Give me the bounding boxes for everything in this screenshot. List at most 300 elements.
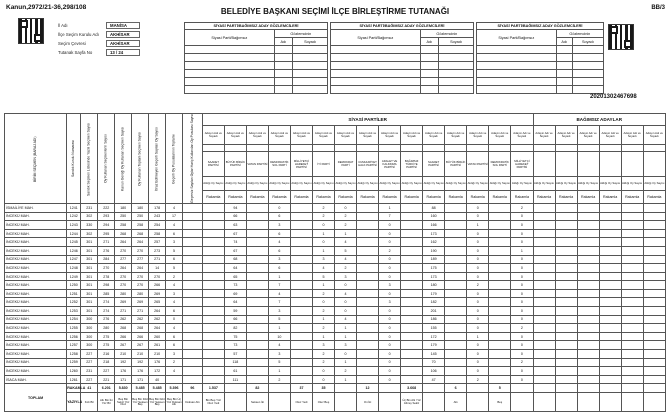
table-row <box>5 375 666 384</box>
vote-cell: 0 <box>467 350 489 359</box>
vote-cell: 179 <box>423 289 445 298</box>
observer-name-header: Adı <box>274 38 292 46</box>
candidate-name-cell <box>621 145 643 152</box>
cell-c6: 6 <box>166 229 183 238</box>
party-name: CUMHURİYET HALK PARTİSİ <box>357 152 379 177</box>
vote-cell: 73 <box>224 341 246 350</box>
column-header: Oy Kullanan Toplam Seçmen Sayısı <box>132 114 149 204</box>
vote-cell: 0 <box>467 272 489 281</box>
vote-cell <box>643 203 665 212</box>
vote-cell: 155 <box>423 324 445 333</box>
vote-cell: 0 <box>511 298 533 307</box>
observer-cell <box>572 78 603 86</box>
vote-cell: 111 <box>224 375 246 384</box>
vote-cell: 6 <box>268 246 290 255</box>
vote-count-header: Aldığı Oy Sayısı <box>312 177 334 191</box>
vote-cell <box>445 307 467 316</box>
candidate-name-header: Adayın Adı ve Soyadı <box>357 126 379 145</box>
vote-count-header: Aldığı Oy Sayısı <box>643 177 665 191</box>
vote-cell <box>445 332 467 341</box>
vote-cell <box>577 203 599 212</box>
vote-cell: 186 <box>423 315 445 324</box>
vote-cell <box>202 255 224 264</box>
cell-c1: 231 <box>81 367 98 376</box>
vote-cell <box>445 264 467 273</box>
table-row <box>5 246 666 255</box>
observer-cell <box>331 70 421 78</box>
vote-cell: 0 <box>312 375 334 384</box>
vote-count-header: Aldığı Oy Sayısı <box>423 177 445 191</box>
vote-cell <box>533 324 555 333</box>
vote-cell <box>401 324 423 333</box>
vote-cell <box>599 272 621 281</box>
vote-cell <box>577 315 599 324</box>
vote-cell: 1 <box>379 203 401 212</box>
vote-cell: 3 <box>268 307 290 316</box>
vote-count-header: Aldığı Oy Sayısı <box>467 177 489 191</box>
vote-cell <box>533 350 555 359</box>
cell-c6: 6 <box>166 332 183 341</box>
vote-cell <box>290 289 312 298</box>
digit-label: Rakamla <box>533 191 555 203</box>
vote-count-header: Aldığı Oy Sayısı <box>511 177 533 191</box>
vote-cell <box>599 221 621 230</box>
vote-count-header: Aldığı Oy Sayısı <box>489 177 511 191</box>
meta-value: MANİSA <box>106 22 140 29</box>
vote-cell <box>599 246 621 255</box>
cell-c5: 40 <box>149 375 166 384</box>
vote-cell: 0 <box>379 358 401 367</box>
unit-name: İNCEKÜ MAH. <box>5 324 67 333</box>
observer-cell <box>420 46 438 54</box>
cell-c1: 227 <box>81 350 98 359</box>
cell-c5: 260 <box>149 332 166 341</box>
vote-cell <box>290 307 312 316</box>
candidate-name-cell <box>401 145 423 152</box>
candidate-name-header: Adayın Adı ve Soyadı <box>202 126 224 145</box>
observer-cell <box>556 62 572 70</box>
observer-group-title: SİYASİ PARTİ/BAĞIMSIZ ADAY GÖZLEMCİLERİ <box>477 23 604 30</box>
vote-count-header: Aldığı Oy Sayısı <box>533 177 555 191</box>
vote-cell <box>290 212 312 221</box>
vote-cell: 3 <box>312 255 334 264</box>
vote-cell: 0 <box>467 229 489 238</box>
total-text: Kırk Bir <box>81 393 98 412</box>
vote-cell: 64 <box>224 264 246 273</box>
cell-c3: 277 <box>115 255 132 264</box>
vote-cell <box>489 246 511 255</box>
candidate-name-header: Adayın Adı ve Soyadı <box>577 126 599 145</box>
cell-c1: 330 <box>81 221 98 230</box>
meta-value: 13 / 24 <box>106 49 140 56</box>
vote-cell <box>577 264 599 273</box>
vote-cell <box>202 264 224 273</box>
cell-c1: 227 <box>81 358 98 367</box>
candidate-name-header: Adayın Adı ve Soyadı <box>246 126 268 145</box>
party-name <box>643 152 665 177</box>
vote-cell <box>577 375 599 384</box>
vote-cell <box>246 307 268 316</box>
vote-cell: 0 <box>467 315 489 324</box>
observer-cell <box>331 54 421 62</box>
vote-cell <box>357 238 379 247</box>
vote-cell <box>555 221 577 230</box>
unit-name: İNCEKÜ MAH. <box>5 281 67 290</box>
candidate-name-header: Adayın Adı ve Soyadı <box>621 126 643 145</box>
vote-cell: 180 <box>423 281 445 290</box>
total-digit <box>533 384 555 393</box>
vote-cell <box>445 221 467 230</box>
cell-c5: 262 <box>149 315 166 324</box>
vote-cell <box>445 246 467 255</box>
total-digit: 5.485 <box>132 384 149 393</box>
observer-cell <box>438 86 473 94</box>
vote-cell <box>643 229 665 238</box>
vote-cell <box>643 255 665 264</box>
vote-cell <box>357 375 379 384</box>
vote-cell <box>357 272 379 281</box>
vote-cell: 1 <box>268 272 290 281</box>
vote-cell: 0 <box>511 255 533 264</box>
cell-extra <box>183 375 203 384</box>
vote-cell: 88 <box>423 203 445 212</box>
vote-cell: 67 <box>224 246 246 255</box>
cell-c6: 4 <box>166 221 183 230</box>
vote-cell: 0 <box>379 264 401 273</box>
vote-cell <box>555 298 577 307</box>
vote-cell <box>290 324 312 333</box>
meta-label: İlçe Seçim Kurulu Adı <box>58 32 99 37</box>
vote-cell <box>621 358 643 367</box>
vote-cell: 4 <box>268 238 290 247</box>
vote-cell <box>599 324 621 333</box>
total-text <box>555 393 577 412</box>
total-digit: 35 <box>312 384 334 393</box>
vote-cell <box>621 255 643 264</box>
total-text: Üç Bin Altı Yüz Altmış Sekiz <box>401 393 423 412</box>
vote-cell <box>401 264 423 273</box>
total-digit: 41 <box>81 384 98 393</box>
vote-cell <box>555 281 577 290</box>
cell-extra <box>183 221 203 230</box>
vote-cell: 3 <box>268 255 290 264</box>
total-digit: 5.830 <box>115 384 132 393</box>
digit-label: Rakamla <box>202 191 224 203</box>
vote-cell: 0 <box>379 332 401 341</box>
vote-cell <box>246 212 268 221</box>
vote-cell: 2 <box>312 358 334 367</box>
cell-c6: 6 <box>166 307 183 316</box>
observer-surname-header: Soyadı <box>438 38 473 46</box>
vote-cell <box>202 289 224 298</box>
vote-cell <box>246 289 268 298</box>
total-text: Altı <box>445 393 467 412</box>
observer-cell <box>438 62 473 70</box>
vote-cell: 0 <box>335 307 357 316</box>
vote-cell <box>489 229 511 238</box>
observer-cell <box>185 86 275 94</box>
cell-c3: 270 <box>115 272 132 281</box>
cell-c5: 269 <box>149 289 166 298</box>
cell-c2: 275 <box>98 341 115 350</box>
cell-no: 1261 <box>67 375 81 384</box>
cell-c5: 257 <box>149 238 166 247</box>
party-name <box>621 152 643 177</box>
vote-cell <box>577 221 599 230</box>
vote-cell <box>533 375 555 384</box>
vote-cell <box>555 375 577 384</box>
total-digit: 82 <box>246 384 268 393</box>
unit-name: İNCEKÜ MAH. <box>5 307 67 316</box>
observer-name-header: Adı <box>556 38 572 46</box>
vote-cell <box>621 238 643 247</box>
vote-cell <box>202 375 224 384</box>
table-row <box>5 324 666 333</box>
total-digit <box>379 384 401 393</box>
observer-cell <box>331 86 421 94</box>
vote-cell <box>357 298 379 307</box>
vote-cell: 59 <box>224 307 246 316</box>
total-text <box>599 393 621 412</box>
vote-cell: 0 <box>379 367 401 376</box>
digit-label: Rakamla <box>577 191 599 203</box>
cell-c2: 284 <box>98 255 115 264</box>
vote-cell <box>621 324 643 333</box>
total-digit: 12 <box>357 384 379 393</box>
vote-cell <box>643 307 665 316</box>
cell-no: 1245 <box>67 238 81 247</box>
unit-name: İNCEKÜ MAH. <box>5 238 67 247</box>
vote-cell <box>489 341 511 350</box>
cell-c1: 301 <box>81 281 98 290</box>
unit-name: İNCEKÜ MAH. <box>5 358 67 367</box>
vote-cell <box>202 281 224 290</box>
vote-count-header: Aldığı Oy Sayısı <box>202 177 224 191</box>
vote-cell: 3 <box>335 341 357 350</box>
vote-cell <box>577 358 599 367</box>
vote-cell <box>577 281 599 290</box>
total-digit <box>599 384 621 393</box>
vote-cell <box>401 238 423 247</box>
observer-cell <box>185 78 275 86</box>
vote-cell: 2 <box>379 246 401 255</box>
vote-cell <box>621 229 643 238</box>
vote-cell: 10 <box>268 332 290 341</box>
vote-cell <box>357 221 379 230</box>
vote-cell <box>357 203 379 212</box>
observer-cell <box>331 46 421 54</box>
observer-header: Gözlemcinin <box>420 30 473 38</box>
vote-cell: 2 <box>511 203 533 212</box>
candidate-name-cell <box>379 145 401 152</box>
observer-cell <box>572 54 603 62</box>
vote-cell: 145 <box>423 350 445 359</box>
vote-cell <box>643 350 665 359</box>
vote-cell <box>401 358 423 367</box>
vote-cell <box>599 203 621 212</box>
total-digit <box>643 384 665 393</box>
digit-label: Rakamla <box>379 191 401 203</box>
cell-c6: 4 <box>166 203 183 212</box>
vote-cell <box>489 315 511 324</box>
cell-c5: 210 <box>149 350 166 359</box>
vote-cell: 0 <box>379 375 401 384</box>
total-text <box>335 393 357 412</box>
meta-value: AKHİSAR <box>106 40 140 47</box>
vote-cell: 0 <box>379 272 401 281</box>
column-header: İtiraz Edilmeyen Geçerli Sayılan Oy Sayısı <box>149 114 166 204</box>
cell-c4: 171 <box>132 375 149 384</box>
vote-cell <box>290 264 312 273</box>
vote-cell: 3 <box>268 221 290 230</box>
cell-extra <box>183 298 203 307</box>
candidate-name-header: Adayın Adı ve Soyadı <box>643 126 665 145</box>
candidate-name-header: Adayın Adı ve Soyadı <box>379 126 401 145</box>
cell-no: 1259 <box>67 358 81 367</box>
cell-extra <box>183 367 203 376</box>
cell-c6: 3 <box>166 289 183 298</box>
vote-cell <box>202 324 224 333</box>
vote-cell <box>621 246 643 255</box>
vote-cell <box>202 272 224 281</box>
vote-cell <box>202 229 224 238</box>
total-text <box>224 393 246 412</box>
vote-cell <box>555 307 577 316</box>
vote-cell <box>643 324 665 333</box>
vote-cell <box>445 315 467 324</box>
table-row <box>5 298 666 307</box>
vote-cell <box>202 332 224 341</box>
observer-cell <box>556 54 572 62</box>
vote-cell: 2 <box>312 289 334 298</box>
cell-c2: 275 <box>98 332 115 341</box>
vote-cell <box>599 350 621 359</box>
cell-extra <box>183 315 203 324</box>
vote-count-header: Aldığı Oy Sayısı <box>599 177 621 191</box>
vote-cell: 0 <box>335 203 357 212</box>
cell-c6: 4 <box>166 367 183 376</box>
table-row <box>5 341 666 350</box>
vote-cell: 0 <box>511 272 533 281</box>
vote-cell: 0 <box>467 358 489 367</box>
vote-cell <box>357 315 379 324</box>
cell-c2: 276 <box>98 315 115 324</box>
candidate-name-header: Adayın Adı ve Soyadı <box>511 126 533 145</box>
observer-cell <box>331 78 421 86</box>
vote-cell: 173 <box>423 229 445 238</box>
observer-header: Gözlemcinin <box>274 30 327 38</box>
vote-cell <box>555 324 577 333</box>
vote-cell <box>246 315 268 324</box>
vote-cell <box>621 298 643 307</box>
vote-cell: 1 <box>312 281 334 290</box>
vote-cell <box>577 298 599 307</box>
observer-cell <box>292 54 327 62</box>
vote-cell <box>401 307 423 316</box>
vote-cell <box>489 375 511 384</box>
total-text: Beş Bin Dört Yüz Seksen Beş <box>149 393 166 412</box>
candidate-name-header: Adayın Adı ve Soyadı <box>290 126 312 145</box>
candidate-name-header: Adayın Adı ve Soyadı <box>489 126 511 145</box>
cell-c5: 264 <box>149 324 166 333</box>
meta-value: AKHİSAR <box>106 31 140 38</box>
column-header: Kanun Gereği Oy Kullanan Seçmen Sayısı <box>115 114 132 204</box>
cell-c4: 180 <box>132 203 149 212</box>
unit-name: İNCEKÜ MAH. <box>5 341 67 350</box>
vote-cell <box>290 203 312 212</box>
cell-c4: 277 <box>132 255 149 264</box>
candidate-name-cell <box>489 145 511 152</box>
table-row <box>5 358 666 367</box>
vote-cell <box>555 315 577 324</box>
cell-extra <box>183 203 203 212</box>
vote-cell: 118 <box>224 358 246 367</box>
total-digit: 3.668 <box>401 384 423 393</box>
total-text: Altı Bin İki Yüz Bir <box>98 393 115 412</box>
total-text: Doksan Altı <box>183 393 203 412</box>
vote-cell <box>290 375 312 384</box>
cell-extra <box>183 281 203 290</box>
vote-cell <box>599 289 621 298</box>
vote-cell: 1 <box>312 332 334 341</box>
vote-count-header: Aldığı Oy Sayısı <box>445 177 467 191</box>
unit-name: İNCEKÜ MAH. <box>5 229 67 238</box>
observer-cell <box>477 70 557 78</box>
observer-party-header: Siyasi Parti/Bağımsız <box>477 30 557 46</box>
vote-count-header: Aldığı Oy Sayısı <box>246 177 268 191</box>
digit-label: Rakamla <box>467 191 489 203</box>
vote-cell: 82 <box>224 324 246 333</box>
observer-table-3 <box>476 22 604 94</box>
cell-c6: 2 <box>166 272 183 281</box>
vote-cell: 0 <box>379 350 401 359</box>
vote-cell <box>621 350 643 359</box>
vote-cell <box>489 367 511 376</box>
vote-cell <box>202 212 224 221</box>
vote-cell: 65 <box>224 272 246 281</box>
vote-cell: 0 <box>511 350 533 359</box>
vote-cell <box>599 264 621 273</box>
vote-cell: 3 <box>379 298 401 307</box>
vote-cell: 68 <box>224 255 246 264</box>
vote-cell <box>555 212 577 221</box>
vote-cell <box>533 238 555 247</box>
cell-c5: 261 <box>149 341 166 350</box>
vote-cell <box>621 272 643 281</box>
total-digit <box>577 384 599 393</box>
cell-no: 1255 <box>67 324 81 333</box>
cell-c3: 176 <box>115 367 132 376</box>
vote-cell <box>577 367 599 376</box>
table-row <box>5 289 666 298</box>
observer-cell <box>556 70 572 78</box>
vote-cell: 1 <box>335 332 357 341</box>
observer-party-header: Siyasi Parti/Bağımsız <box>331 30 421 46</box>
candidate-name-cell <box>511 145 533 152</box>
vote-cell: 2 <box>268 375 290 384</box>
candidate-name-cell <box>577 145 599 152</box>
vote-cell: 67 <box>224 229 246 238</box>
vote-cell <box>290 367 312 376</box>
vote-cell <box>357 229 379 238</box>
vote-cell <box>599 375 621 384</box>
vote-cell <box>599 212 621 221</box>
meta-row <box>58 22 140 29</box>
page-title: BELEDİYE BAŞKANI SEÇİMİ İLÇE BİRLEŞTİRME TUTANAĞI <box>220 7 450 16</box>
vote-cell <box>533 289 555 298</box>
vote-cell <box>246 229 268 238</box>
observer-cell <box>572 46 603 54</box>
